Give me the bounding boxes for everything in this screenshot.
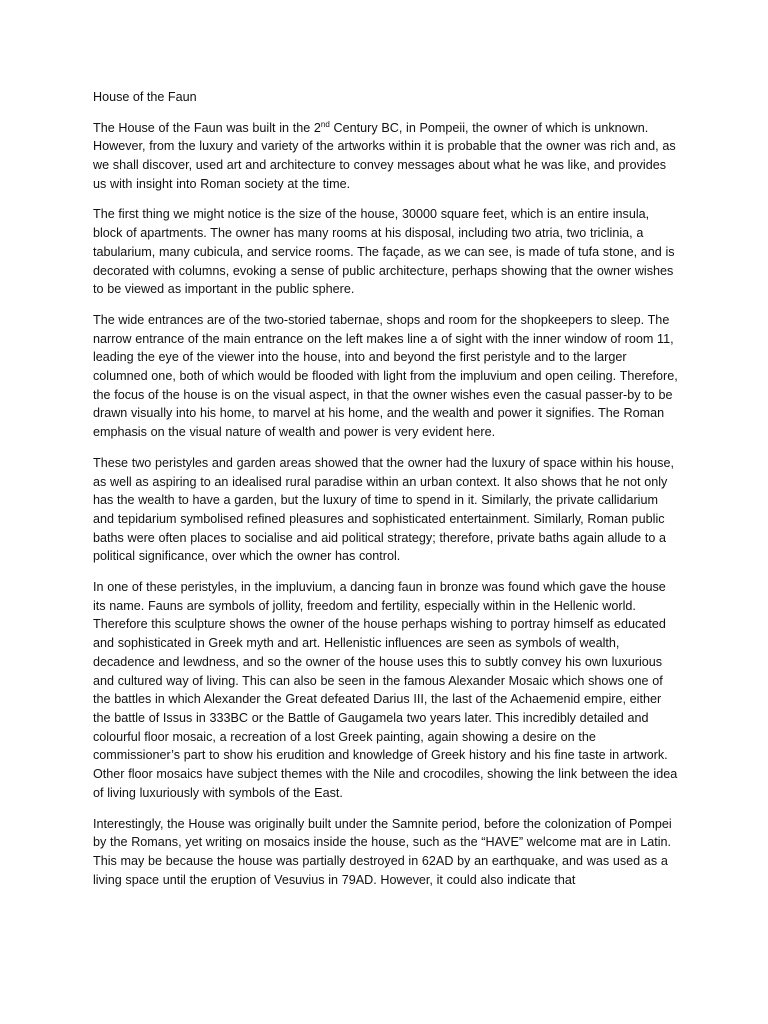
document-page (93, 88, 679, 901)
paragraph-entrances: The wide entrances are of the two-storied tabernae, shops and room for the shopkeepers to sleep. The narrow entrance of the main entrance on the left makes line a of sight with the inner window of room 11, leading the eye of the viewer into the house, into and beyond the first peristyle and to the larger columned one, both of which would be flooded with light from the impluvium and open ceiling. Therefore, the focus of the house is on the visual aspect, in that the owner wishes even the casual passer-by to be drawn visually into his home, to marvel at his home, and the wealth and power it signifies. The Roman emphasis on the visual nature of wealth and power is very evident here. (93, 312, 678, 440)
paragraph-peristyles: These two peristyles and garden areas showed that the owner had the luxury of space within his house, as well as aspiring to an idealised rural paradise within an urban context. It also shows that he not only has the wealth to have a garden, but the luxury of time to spend in it. Similarly, the private callidarium and tepidarium symbolised refined pleasures and sophisticated entertainment. Similarly, Roman public baths were often places to socialise and aid political strategy; therefore, private baths again allude to a political significance, over which the owner has control. (93, 455, 674, 564)
intro-text-start: The House of the Faun was built in the 2 (93, 120, 321, 135)
intro-text-end: Century BC, in Pompeii, the owner of which is unknown. However, from the luxury and variety of the artworks within it is probable that the owner was rich and, as we shall discover, used art and architecture to convey messages about what he was like, and provides us with insight into Roman society at the time. (93, 120, 676, 191)
paragraph-intro (93, 119, 679, 194)
ordinal-suffix: nd (320, 119, 330, 129)
paragraph-faun-and-mosaic: In one of these peristyles, in the impluvium, a dancing faun in bronze was found which gave the house its name. Fauns are symbols of jollity, freedom and fertility, especially within in the Hellenic world. Therefore this sculpture shows the owner of the house perhaps wishing to portray himself as educated and sophisticated in Greek myth and art. Hellenistic influences are seen as symbols of wealth, decadence and lewdness, and so the owner of the house uses this to subtly convey his own luxurious and cultured way of living. This can also be seen in the famous Alexander Mosaic which shows one of the battles in which Alexander the Great defeated Darius III, the last of the Achaemenid empire, either the battle of Issus in 333BC or the Battle of Gaugamela two years later. This incredibly detailed and colourful floor mosaic, a recreation of a lost Greek painting, again showing a desire on the commissioner’s part to show his erudition and knowledge of Greek history and his fine taste in artwork. Other floor mosaics have subject themes with the Nile and crocodiles, showing the link between the idea of living luxuriously with symbols of the East. (93, 580, 678, 800)
paragraph-samnite-period: Interestingly, the House was originally built under the Samnite period, before the colonization of Pompei by the Romans, yet writing on mosaics inside the house, such as the “HAVE” welcome mat are in Latin. This may be because the house was partially destroyed in 62AD by an earthquake, and was used as a living space until the eruption of Vesuvius in 79AD. However, it could also indicate that (93, 816, 672, 887)
paragraph-size-of-house: The first thing we might notice is the size of the house, 30000 square feet, which is an entire insula, block of apartments. The owner has many rooms at his disposal, including two atria, two triclinia, a tabularium, many cubicula, and service rooms. The façade, as we can see, is made of tufa stone, and is decorated with columns, evoking a sense of public architecture, perhaps showing that the owner wishes to be viewed as important in the public sphere. (93, 207, 675, 297)
document-title: House of the Faun (93, 90, 197, 104)
